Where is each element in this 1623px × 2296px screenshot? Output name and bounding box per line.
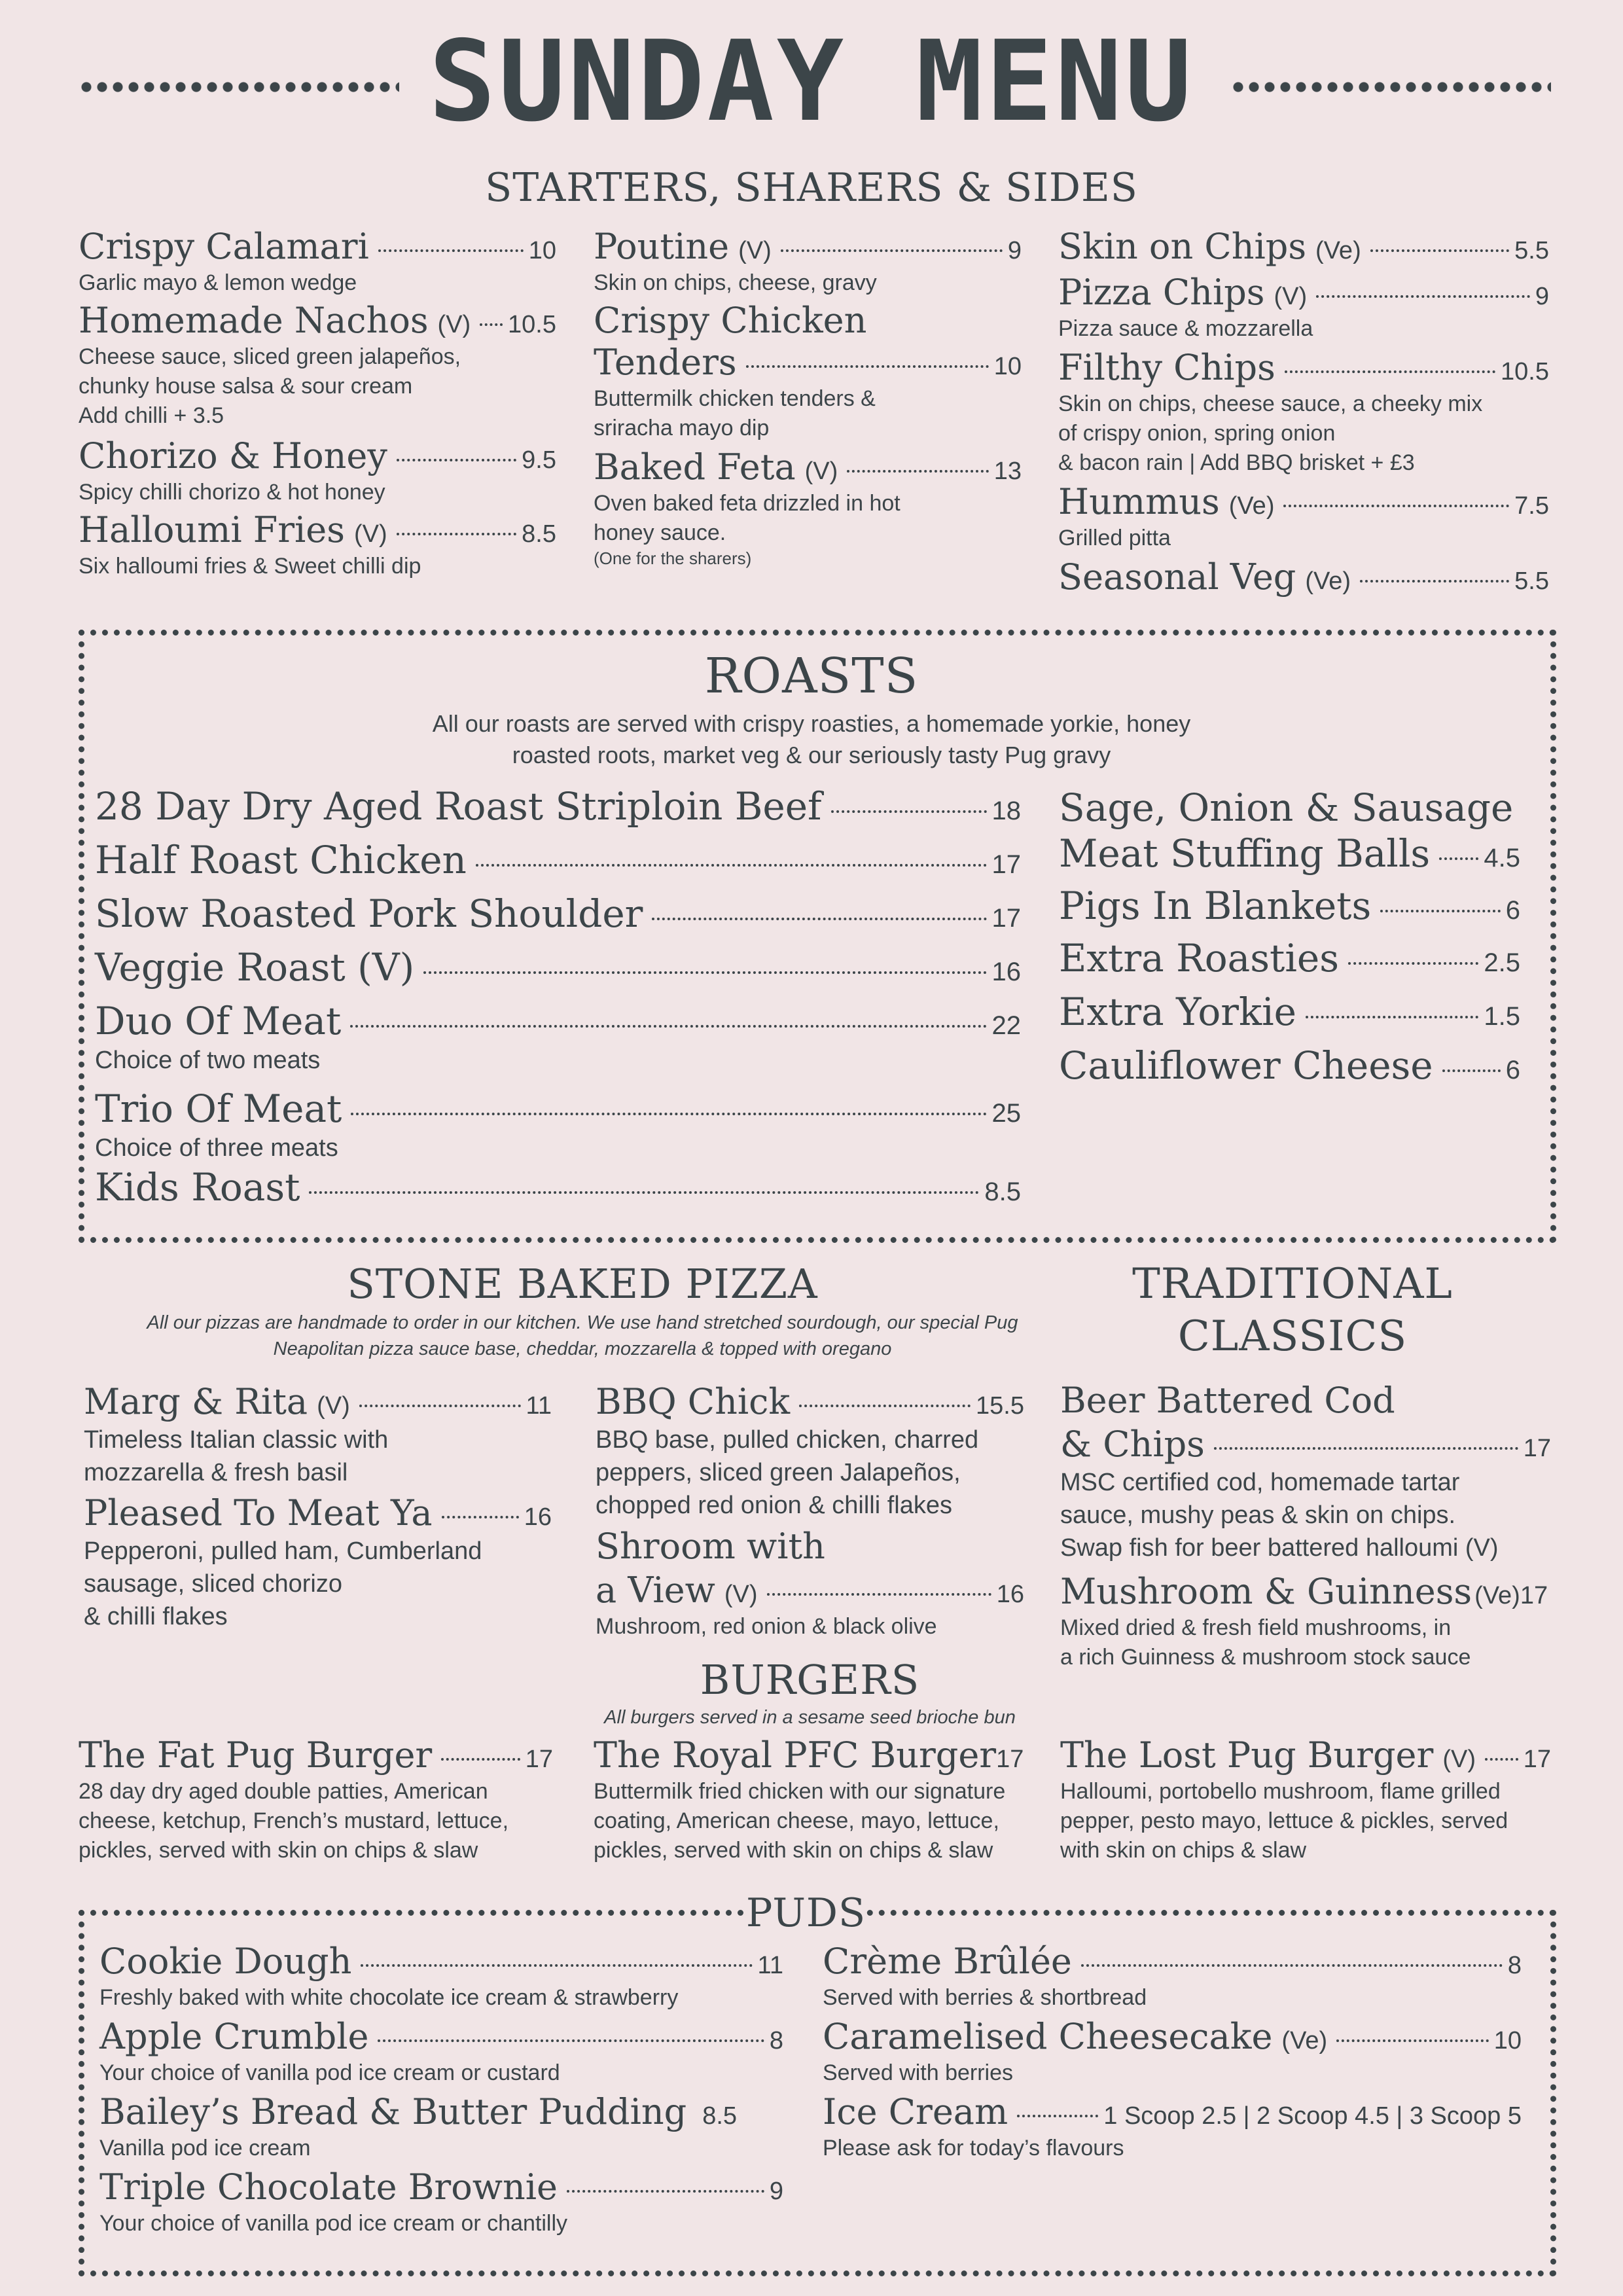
menu-item: Triple Chocolate Brownie 9 Your choice of vanilla pod ice cream or chantilly [99,2166,783,2236]
menu-item: Cookie Dough 11 Freshly baked with white chocolate ice cream & strawberry [99,1941,783,2010]
menu-item: The Lost Pug Burger (V) 17 Halloumi, portobello mushroom, flame grilled pepper, pesto mayo, lettuce & pickles, served with skin on chips & slaw [1060,1734,1551,1863]
menu-item: Ice Cream 1 Scoop 2.5 | 2 Scoop 4.5 | 3 Scoop 5 Please ask for today’s flavours [823,2091,1522,2161]
roasts-note-1: All our roasts are served with crispy roasties, a homemade yorkie, honey [432,710,1191,737]
roasts-note-2: roasted roots, market veg & our seriously tasty Pug gravy [512,742,1111,768]
menu-item: Kids Roast 8.5 [95,1165,1021,1210]
menu-item: Marg & Rita (V) 11 Timeless Italian classic with mozzarella & fresh basil [84,1381,552,1486]
menu-item: Bailey’s Bread & Butter Pudding 8.5 Vanilla pod ice cream [99,2091,738,2161]
page-title: SUNDAY MENU [429,17,1194,147]
roasts-heading: ROASTS [704,648,919,704]
menu-item: Crème Brûlée 8 Served with berries & shortbread [823,1941,1522,2010]
menu-item: Slow Roasted Pork Shoulder 17 [95,891,1021,936]
pizza-heading: STONE BAKED PIZZA [347,1260,818,1308]
menu-item: Veggie Roast (V) 16 [95,945,1021,990]
menu-item: Filthy Chips 10.5 Skin on chips, cheese sauce, a cheeky mix of crispy onion, spring onion & bacon rain | Add BBQ brisket + £3 [1058,347,1549,475]
burgers-heading: BURGERS [700,1656,920,1704]
menu-item: BBQ Chick 15.5 BBQ base, pulled chicken, charred peppers, sliced green Jalapeños, chopped red onion & chilli flakes [596,1381,1024,1519]
menu-item: The Fat Pug Burger 17 28 day dry aged double patties, American cheese, ketchup, French’s mustard, lettuce, pickles, served with skin on chips & slaw [79,1734,553,1863]
menu-item: Crispy Chicken Tenders 10 Buttermilk chicken tenders & sriracha mayo dip [594,300,1022,440]
menu-item: Pleased To Meat Ya 16 Pepperoni, pulled ham, Cumberland sausage, sliced chorizo & chilli flakes [84,1492,552,1630]
starters-heading: STARTERS, SHARERS & SIDES [485,165,1138,211]
menu-item: Baked Feta (V) 13 Oven baked feta drizzled in hot honey sauce. (One for the sharers) [594,446,1022,568]
menu-item: Shroom with a View (V) 16 Mushroom, red onion & black olive [596,1526,1024,1639]
menu-item: 28 Day Dry Aged Roast Striploin Beef 18 [95,784,1021,829]
menu-item: Sage, Onion & Sausage Meat Stuffing Balls 4.5 [1059,785,1520,876]
menu-item: Poutine (V) 9 Skin on chips, cheese, gravy [594,226,1022,295]
menu-item: Mushroom & Guinness (Ve) 17 Mixed dried & fresh field mushrooms, in a rich Guinness & mushroom stock sauce [1060,1571,1548,1670]
puds-heading: PUDS [746,1890,866,1936]
pizza-note-2: Neapolitan pizza sauce base, cheddar, mozzarella & topped with oregano [273,1338,892,1359]
menu-item: Crispy Calamari 10 Garlic mayo & lemon wedge [79,226,556,295]
menu-item: Caramelised Cheesecake (Ve) 10 Served with berries [823,2016,1522,2085]
menu-item: Extra Yorkie 1.5 [1059,990,1520,1034]
menu-item: Duo Of Meat 22 Choice of two meats [95,999,1021,1074]
menu-item: Homemade Nachos (V) 10.5 Cheese sauce, sliced green jalapeños, chunky house salsa & sour cream Add chilli + 3.5 [79,300,556,428]
menu-item: The Royal PFC Burger 17 Buttermilk fried chicken with our signature coating, American cheese, mayo, lettuce, pickles, served with skin on chips & slaw [594,1734,1024,1863]
burgers-note: All burgers served in a sesame seed brioche bun [604,1707,1016,1728]
menu-item: Apple Crumble 8 Your choice of vanilla pod ice cream or custard [99,2016,783,2085]
menu-item: Trio Of Meat 25 Choice of three meats [95,1086,1021,1162]
menu-item: Beer Battered Cod & Chips 17 MSC certified cod, homemade tartar sauce, mushy peas & skin on chips. Swap fish for beer battered halloumi (V) [1060,1380,1551,1562]
menu-item: Extra Roasties 2.5 [1059,936,1520,980]
classics-heading-1: TRADITIONAL [1132,1260,1453,1308]
pizza-note-1: All our pizzas are handmade to order in our kitchen. We use hand stretched sourdough, our special Pug [147,1312,1018,1333]
menu-item: Skin on Chips (Ve) 5.5 [1058,226,1549,267]
menu-item: Hummus (Ve) 7.5 Grilled pitta [1058,481,1549,550]
classics-heading-2: CLASSICS [1177,1312,1408,1361]
menu-item: Halloumi Fries (V) 8.5 Six halloumi fries & Sweet chilli dip [79,509,556,579]
menu-item: Seasonal Veg (Ve) 5.5 [1058,556,1549,598]
menu-item: Chorizo & Honey 9.5 Spicy chilli chorizo & hot honey [79,435,556,505]
menu-item: Half Roast Chicken 17 [95,838,1021,882]
menu-item: Pizza Chips (V) 9 Pizza sauce & mozzarella [1058,272,1549,341]
menu-item: Pigs In Blankets 6 [1059,884,1520,928]
menu-item: Cauliflower Cheese 6 [1059,1043,1520,1088]
